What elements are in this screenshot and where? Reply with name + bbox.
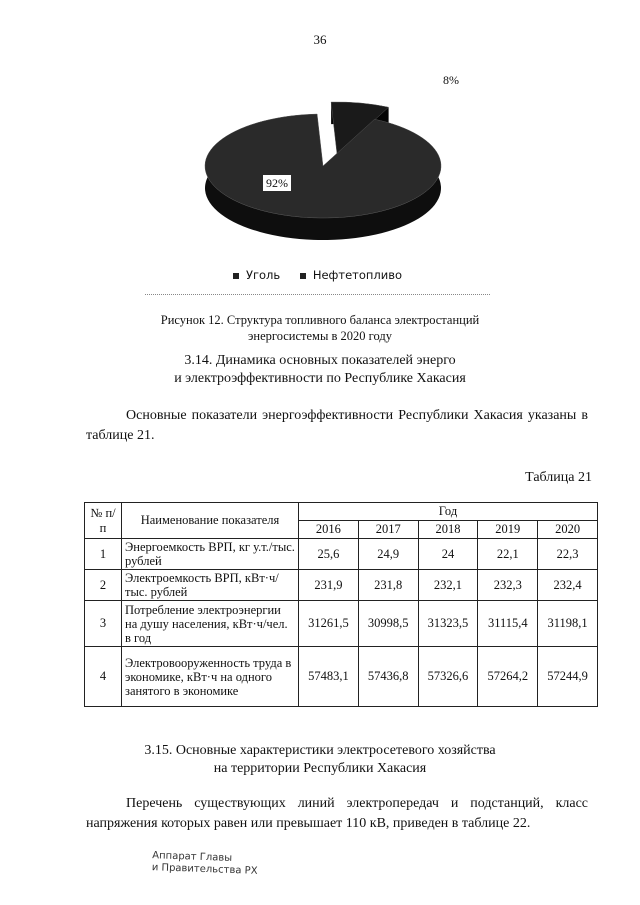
legend-swatch-oil — [300, 273, 306, 279]
table-row — [85, 539, 598, 570]
pie-chart — [145, 56, 490, 295]
row-value: 232,4 — [538, 570, 598, 601]
header-year: Год — [299, 503, 598, 521]
table-row — [85, 647, 598, 707]
table-label: Таблица 21 — [525, 470, 592, 485]
row-value: 31115,4 — [478, 601, 538, 647]
row-value: 25,6 — [299, 539, 359, 570]
row-value: 232,1 — [418, 570, 478, 601]
pie-slice-Уголь — [205, 114, 441, 218]
row-value: 22,3 — [538, 539, 598, 570]
header-year-2020: 2020 — [538, 521, 598, 539]
pie-chart-svg — [145, 56, 490, 266]
figure-caption — [0, 312, 640, 344]
legend-item-coal — [229, 268, 284, 282]
row-name: Электровооруженность труда в экономике, кВт·ч на одного занятого в экономике — [122, 647, 299, 707]
row-name: Электроемкость ВРП, кВт·ч/тыс. рублей — [122, 570, 299, 601]
legend-label-coal: Уголь — [245, 268, 281, 282]
row-num: 4 — [85, 647, 122, 707]
stamp-line-2: и Правительства РХ — [151, 862, 258, 877]
page-number: 36 — [313, 32, 327, 47]
section-3-15-heading-line-2: на территории Республики Хакасия — [213, 761, 427, 776]
header-year-2016: 2016 — [299, 521, 359, 539]
section-3-14-heading-line-2: и электроэффективности по Республике Хакасия — [174, 371, 466, 386]
table-header-row — [85, 503, 598, 521]
row-value: 30998,5 — [358, 601, 418, 647]
row-value: 57436,8 — [358, 647, 418, 707]
stamp — [152, 850, 259, 878]
row-num: 3 — [85, 601, 122, 647]
section-3-15-paragraph: Перечень существующих линий электропередач и подстанций, класс напряжения которых равен или превышает 110 кВ, приведен в таблице 22. — [86, 796, 588, 831]
section-3-14-heading — [0, 352, 640, 388]
row-num: 2 — [85, 570, 122, 601]
row-value: 57326,6 — [418, 647, 478, 707]
table-row — [85, 601, 598, 647]
row-value: 231,8 — [358, 570, 418, 601]
figure-caption-line-2: энергосистемы в 2020 году — [248, 329, 392, 343]
row-value: 31323,5 — [418, 601, 478, 647]
chart-legend — [145, 268, 490, 282]
section-3-15-heading-line-1: 3.15. Основные характеристики электросетевого хозяйства — [144, 743, 496, 758]
row-value: 57244,9 — [538, 647, 598, 707]
stamp-line-1: Аппарат Главы — [152, 850, 233, 864]
pie-label-coal: 92% — [266, 176, 288, 190]
legend-label-oil: Нефтетопливо — [312, 268, 403, 282]
row-value: 57483,1 — [299, 647, 359, 707]
legend-item-oil — [296, 268, 406, 282]
header-year-2018: 2018 — [418, 521, 478, 539]
section-3-14-heading-line-1: 3.14. Динамика основных показателей энерго — [184, 353, 456, 368]
row-value: 24 — [418, 539, 478, 570]
header-num: № п/п — [85, 503, 122, 539]
legend-swatch-coal — [233, 273, 239, 279]
row-name: Энергоемкость ВРП, кг у.т./тыс. рублей — [122, 539, 299, 570]
indicators-table — [84, 502, 598, 707]
table-row — [85, 570, 598, 601]
row-num: 1 — [85, 539, 122, 570]
row-value: 231,9 — [299, 570, 359, 601]
row-name: Потребление электроэнергии на душу населения, кВт·ч/чел. в год — [122, 601, 299, 647]
header-name: Наименование показателя — [122, 503, 299, 539]
row-value: 22,1 — [478, 539, 538, 570]
row-value: 24,9 — [358, 539, 418, 570]
row-value: 57264,2 — [478, 647, 538, 707]
header-year-2019: 2019 — [478, 521, 538, 539]
figure-caption-line-1: Рисунок 12. Структура топливного баланса электростанций — [160, 313, 480, 327]
section-3-15-heading — [0, 742, 640, 778]
row-value: 31261,5 — [299, 601, 359, 647]
pie-label-oil: 8% — [443, 73, 459, 87]
row-value: 232,3 — [478, 570, 538, 601]
row-value: 31198,1 — [538, 601, 598, 647]
section-3-14-paragraph: Основные показатели энергоэффективности Республики Хакасия указаны в таблице 21. — [86, 408, 588, 443]
header-year-2017: 2017 — [358, 521, 418, 539]
